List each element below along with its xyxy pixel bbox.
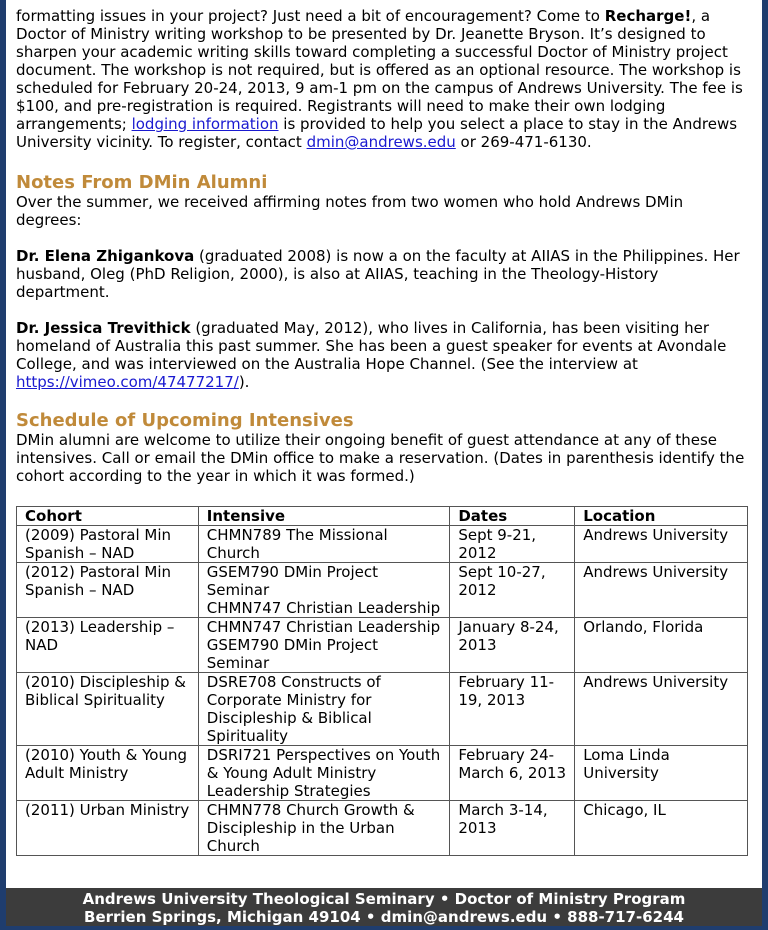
location-cell: Andrews University [575, 526, 748, 563]
footer-line-1: Andrews University Theological Seminary • Doctor of Ministry Program [82, 890, 686, 908]
dates-cell: Sept 10-27, 2012 [450, 563, 575, 618]
alumni-intro: Over the summer, we received affirming notes from two women who hold Andrews DMin degrees: [16, 193, 684, 229]
alumni-heading: Notes From DMin Alumni [16, 172, 268, 193]
dates-cell: January 8-24, 2013 [450, 618, 575, 673]
table-row [17, 801, 748, 856]
alumni-name: Dr. Elena Zhigankova [16, 247, 195, 265]
column-header-location: Location [575, 507, 748, 526]
intensive-cell: GSEM790 DMin Project Seminar CHMN747 Christian Leadership [198, 563, 450, 618]
alumni-note-text: (graduated May, 2012), who lives in California, has been visiting her homeland of Australia this past summer. She has been a guest speaker for events at Avondale College, and was interviewed on the Australia Hope Channel. (See the interview at [16, 319, 727, 373]
location-cell: Andrews University [575, 673, 748, 746]
vimeo-interview-link[interactable]: https://vimeo.com/47477217/ [16, 373, 239, 391]
footer-line-2: Berrien Springs, Michigan 49104 • dmin@andrews.edu • 888-717-6244 [84, 908, 684, 926]
alumni-note-zhigankova [16, 247, 750, 301]
cohort-cell: (2010) Discipleship & Biblical Spirituality [17, 673, 199, 746]
location-cell: Loma Linda University [575, 746, 748, 801]
table-row [17, 673, 748, 746]
dates-cell: February 11-19, 2013 [450, 673, 575, 746]
table-row [17, 563, 748, 618]
intro-text-2: , a Doctor of Ministry writing workshop to be presented by Dr. Jeanette Bryson. It’s designed to sharpen your academic writing skills toward completing a successful Doctor of Ministry project document. The workshop is not required, but is offered as an optional resource. The workshop is scheduled for February 20-24, 2013, 9 am-1 pm on the campus of Andrews University. The fee is $100, and pre-registration is required. Registrants will need to make their own lodging arrangements; [16, 7, 743, 133]
dates-cell: Sept 9-21, 2012 [450, 526, 575, 563]
alumni-note-trevithick [16, 319, 750, 391]
intensive-cell: CHMN789 The Missional Church [198, 526, 450, 563]
schedule-intro: DMin alumni are welcome to utilize their ongoing benefit of guest attendance at any of these intensives. Call or email the DMin office to make a reservation. (Dates in parenthesis identify the cohort according to the year in which it was formed.) [16, 431, 745, 485]
dmin-email-link[interactable]: dmin@andrews.edu [306, 133, 456, 151]
footer-bar [6, 888, 762, 926]
location-cell: Orlando, Florida [575, 618, 748, 673]
recharge-title: Recharge! [604, 7, 692, 25]
dates-cell: March 3-14, 2013 [450, 801, 575, 856]
cohort-cell: (2013) Leadership – NAD [17, 618, 199, 673]
newsletter-content [16, 7, 750, 856]
table-row [17, 526, 748, 563]
intro-text-1: formatting issues in your project? Just need a bit of encouragement? Come to [16, 7, 605, 25]
intensive-cell: DSRI721 Perspectives on Youth & Young Adult Ministry Leadership Strategies [198, 746, 450, 801]
table-row [17, 618, 748, 673]
column-header-cohort: Cohort [17, 507, 199, 526]
cohort-cell: (2010) Youth & Young Adult Ministry [17, 746, 199, 801]
cohort-cell: (2011) Urban Ministry [17, 801, 199, 856]
schedule-heading: Schedule of Upcoming Intensives [16, 410, 354, 431]
cohort-cell: (2009) Pastoral Min Spanish – NAD [17, 526, 199, 563]
intensive-cell: CHMN747 Christian Leadership GSEM790 DMin Project Seminar [198, 618, 450, 673]
alumni-note-end: ). [238, 373, 250, 391]
column-header-intensive: Intensive [198, 507, 450, 526]
intensive-cell: DSRE708 Constructs of Corporate Ministry for Discipleship & Biblical Spirituality [198, 673, 450, 746]
column-header-dates: Dates [450, 507, 575, 526]
table-header-row [17, 507, 748, 526]
intro-text-3: is provided to help you select a place to stay in the Andrews University vicinity. To register, contact [16, 115, 738, 151]
intensive-cell: CHMN778 Church Growth & Discipleship in the Urban Church [198, 801, 450, 856]
cohort-cell: (2012) Pastoral Min Spanish – NAD [17, 563, 199, 618]
intensives-table [16, 506, 748, 856]
alumni-name: Dr. Jessica Trevithick [16, 319, 191, 337]
intro-text-4: or 269-471-6130. [455, 133, 592, 151]
table-row [17, 746, 748, 801]
location-cell: Chicago, IL [575, 801, 748, 856]
dates-cell: February 24-March 6, 2013 [450, 746, 575, 801]
location-cell: Andrews University [575, 563, 748, 618]
alumni-note-text: (graduated 2008) is now a on the faculty at AIIAS in the Philippines. Her husband, Oleg (PhD Religion, 2000), is also at AIIAS, teaching in the Theology-History department. [16, 247, 740, 301]
lodging-information-link[interactable]: lodging information [131, 115, 279, 133]
recharge-paragraph [16, 7, 750, 151]
